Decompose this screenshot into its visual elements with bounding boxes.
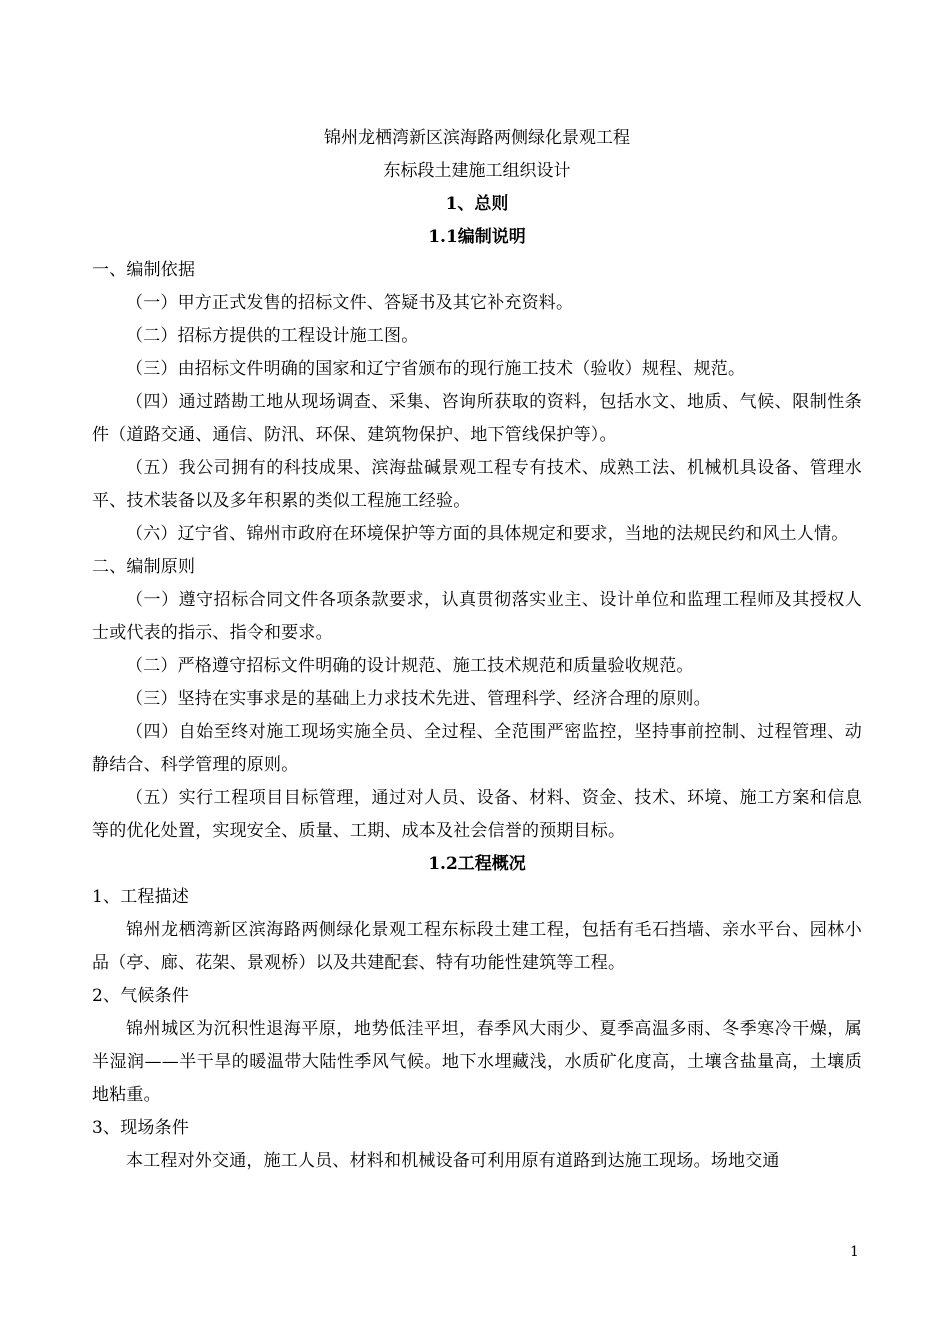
basis-item: （三）由招标文件明确的国家和辽宁省颁布的现行施工技术（验收）规程、规范。 bbox=[126, 359, 746, 379]
page-content bbox=[92, 122, 862, 1178]
basis-item: （二）招标方提供的工程设计施工图。 bbox=[126, 326, 419, 346]
basis-item: （五）我公司拥有的科技成果、滨海盐碱景观工程专有技术、成熟工法、机械机具设备、管理水平、技术装备以及多年积累的类似工程施工经验。 bbox=[92, 458, 862, 511]
climate-text: 锦州城区为沉积性退海平原，地势低洼平坦，春季风大雨少、夏季高温多雨、冬季寒冷干燥，属半湿润——半干旱的暖温带大陆性季风气候。地下水埋藏浅，水质矿化度高，土壤含盐量高，土壤质地粘重。 bbox=[92, 1019, 862, 1105]
chapter-heading: 1、总则 bbox=[445, 194, 509, 214]
site-conditions-heading: 3、现场条件 bbox=[92, 1118, 190, 1138]
principle-item: （四）自始至终对施工现场实施全员、全过程、全范围严密监控，坚持事前控制、过程管理、动静结合、科学管理的原则。 bbox=[92, 722, 862, 775]
project-description-text: 锦州龙栖湾新区滨海路两侧绿化景观工程东标段土建工程，包括有毛石挡墙、亲水平台、园林小品（亭、廊、花架、景观桥）以及共建配套、特有功能性建筑等工程。 bbox=[92, 920, 862, 973]
section-heading-1-1: 1.1编制说明 bbox=[428, 227, 526, 247]
basis-item: （一）甲方正式发售的招标文件、答疑书及其它补充资料。 bbox=[126, 293, 574, 313]
climate-heading: 2、气候条件 bbox=[92, 986, 190, 1006]
principle-item: （二）严格遵守招标文件明确的设计规范、施工技术规范和质量验收规范。 bbox=[126, 656, 694, 676]
basis-item: （六）辽宁省、锦州市政府在环境保护等方面的具体规定和要求，当地的法规民约和风土人情。 bbox=[126, 524, 849, 544]
basis-heading: 一、编制依据 bbox=[92, 260, 196, 280]
basis-item: （四）通过踏勘工地从现场调查、采集、咨询所获取的资料，包括水文、地质、气候、限制性条件（道路交通、通信、防汛、环保、建筑物保护、地下管线保护等）。 bbox=[92, 392, 862, 445]
document-title-line1: 锦州龙栖湾新区滨海路两侧绿化景观工程 bbox=[324, 128, 630, 148]
project-description-heading: 1、工程描述 bbox=[92, 887, 190, 907]
document-title-line2: 东标段土建施工组织设计 bbox=[383, 161, 571, 181]
page-number: 1 bbox=[850, 1244, 859, 1260]
principle-item: （一）遵守招标合同文件各项条款要求，认真贯彻落实业主、设计单位和监理工程师及其授权人士或代表的指示、指令和要求。 bbox=[92, 590, 862, 643]
section-heading-1-2: 1.2工程概况 bbox=[428, 854, 526, 874]
principle-item: （五）实行工程项目目标管理，通过对人员、设备、材料、资金、技术、环境、施工方案和信息等的优化处置，实现安全、质量、工期、成本及社会信誉的预期目标。 bbox=[92, 788, 862, 841]
site-conditions-text: 本工程对外交通，施工人员、材料和机械设备可利用原有道路到达施工现场。场地交通 bbox=[126, 1151, 780, 1171]
principle-item: （三）坚持在实事求是的基础上力求技术先进、管理科学、经济合理的原则。 bbox=[126, 689, 711, 709]
principle-heading: 二、编制原则 bbox=[92, 557, 196, 577]
